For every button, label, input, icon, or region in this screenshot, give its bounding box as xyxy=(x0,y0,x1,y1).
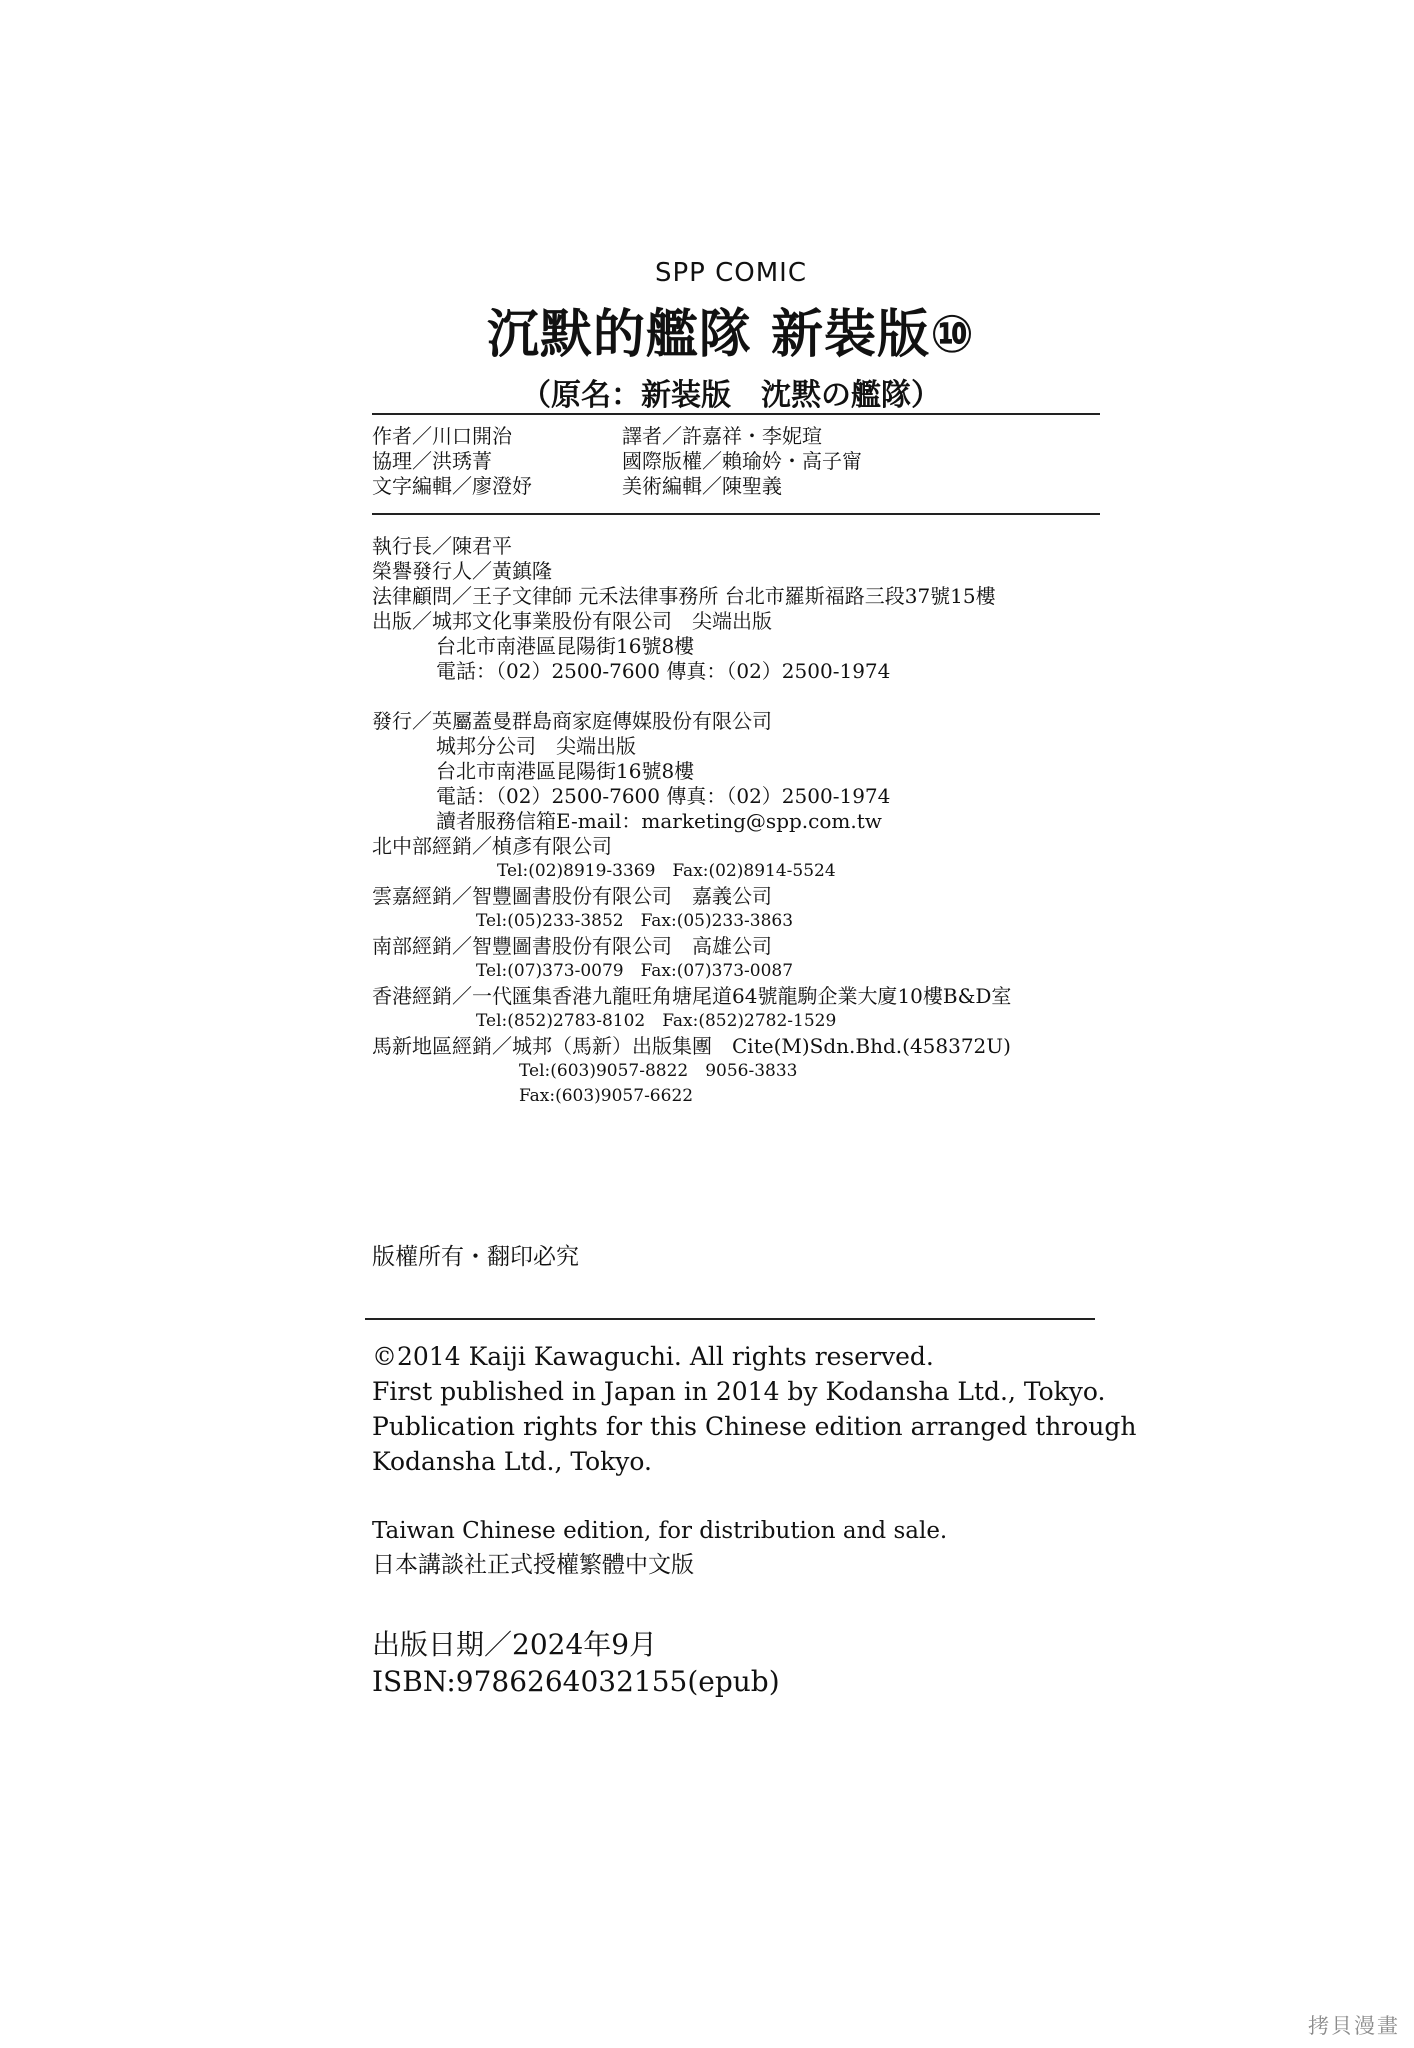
my-distributor-tel: Tel:(603)9057-8822 9056-3833 xyxy=(519,1061,798,1081)
yunjia-distributor-tel: Tel:(05)233-3852 Fax:(05)233-3863 xyxy=(476,911,794,931)
honorary-publisher-line: 榮譽發行人／黃鎮隆 xyxy=(372,559,552,583)
south-distributor: 南部經銷／智豐圖書股份有限公司 高雄公司 xyxy=(372,934,772,958)
ceo-line: 執行長／陳君平 xyxy=(372,534,512,558)
publication-info xyxy=(372,1626,780,1700)
divider-middle xyxy=(372,513,1100,515)
isbn: ISBN:9786264032155(epub) xyxy=(372,1665,780,1698)
copyright-line: Kodansha Ltd., Tokyo. xyxy=(372,1447,652,1476)
series-label: SPP COMIC xyxy=(655,258,807,288)
issuer-address: 台北市南港區昆陽街16號8樓 xyxy=(436,759,695,783)
taiwan-edition-line: 日本講談社正式授權繁體中文版 xyxy=(372,1552,694,1578)
watermark: 拷貝漫畫 xyxy=(1308,2014,1400,2038)
credits-row xyxy=(372,474,1100,499)
my-distributor: 馬新地區經銷／城邦（馬新）出版集團 Cite(M)Sdn.Bhd.(458372U) xyxy=(372,1034,1011,1058)
copyright-line: First published in Japan in 2014 by Kodansha Ltd., Tokyo. xyxy=(372,1377,1106,1406)
publisher-phone: 電話：（02）2500-7600 傳真：（02）2500-1974 xyxy=(436,659,891,683)
divider-top xyxy=(372,413,1100,415)
publisher-address: 台北市南港區昆陽街16號8樓 xyxy=(436,634,695,658)
rights-notice: 版權所有・翻印必究 xyxy=(372,1244,579,1270)
distribution-block xyxy=(372,709,1092,1109)
publishing-block xyxy=(372,534,1092,684)
issuer-phone: 電話：（02）2500-7600 傳真：（02）2500-1974 xyxy=(436,784,891,808)
copyright-line: Publication rights for this Chinese edition arranged through xyxy=(372,1412,1137,1441)
hk-distributor-tel: Tel:(852)2783-8102 Fax:(852)2782-1529 xyxy=(476,1011,837,1031)
issuer-line: 發行／英屬蓋曼群島商家庭傳媒股份有限公司 xyxy=(372,709,772,733)
credits-block xyxy=(372,424,1100,499)
legal-counsel-line: 法律顧問／王子文律師 元禾法律事務所 台北市羅斯福路三段37號15樓 xyxy=(372,584,996,608)
my-distributor-fax: Fax:(603)9057-6622 xyxy=(519,1086,694,1106)
taiwan-edition-line: Taiwan Chinese edition, for distribution and sale. xyxy=(372,1518,948,1544)
divider-bottom xyxy=(365,1318,1095,1320)
hk-distributor: 香港經銷／一代匯集香港九龍旺角塘尾道64號龍駒企業大廈10樓B&D室 xyxy=(372,984,1012,1008)
reader-service-email: 讀者服務信箱E-mail：marketing@spp.com.tw xyxy=(436,809,882,833)
original-title: （原名：新装版 沈黙の艦隊） xyxy=(521,378,941,413)
credits-row xyxy=(372,424,1100,449)
copyright-block xyxy=(372,1339,1137,1479)
book-title: 沉默的艦隊 新裝版⑩ xyxy=(486,305,976,365)
credit-translator: 譯者／許嘉祥・李妮瑄 xyxy=(622,424,822,448)
credit-text-editor: 文字編輯／廖澄妤 xyxy=(372,474,532,498)
yunjia-distributor: 雲嘉經銷／智豐圖書股份有限公司 嘉義公司 xyxy=(372,884,772,908)
credit-author: 作者／川口開治 xyxy=(372,424,512,448)
credit-art-editor: 美術編輯／陳聖義 xyxy=(622,474,782,498)
credit-intl-rights: 國際版權／賴瑜妗・高子甯 xyxy=(622,449,862,473)
publisher-line: 出版／城邦文化事業股份有限公司 尖端出版 xyxy=(372,609,772,633)
credits-row xyxy=(372,449,1100,474)
credit-manager: 協理／洪琇菁 xyxy=(372,449,492,473)
branch-line: 城邦分公司 尖端出版 xyxy=(436,734,636,758)
south-distributor-tel: Tel:(07)373-0079 Fax:(07)373-0087 xyxy=(476,961,794,981)
taiwan-edition-block xyxy=(372,1514,947,1582)
publication-date: 出版日期／2024年9月 xyxy=(372,1628,658,1661)
copyright-line: ©2014 Kaiji Kawaguchi. All rights reserved. xyxy=(372,1342,934,1371)
north-distributor: 北中部經銷／楨彥有限公司 xyxy=(372,834,612,858)
north-distributor-tel: Tel:(02)8919-3369 Fax:(02)8914-5524 xyxy=(497,861,836,881)
